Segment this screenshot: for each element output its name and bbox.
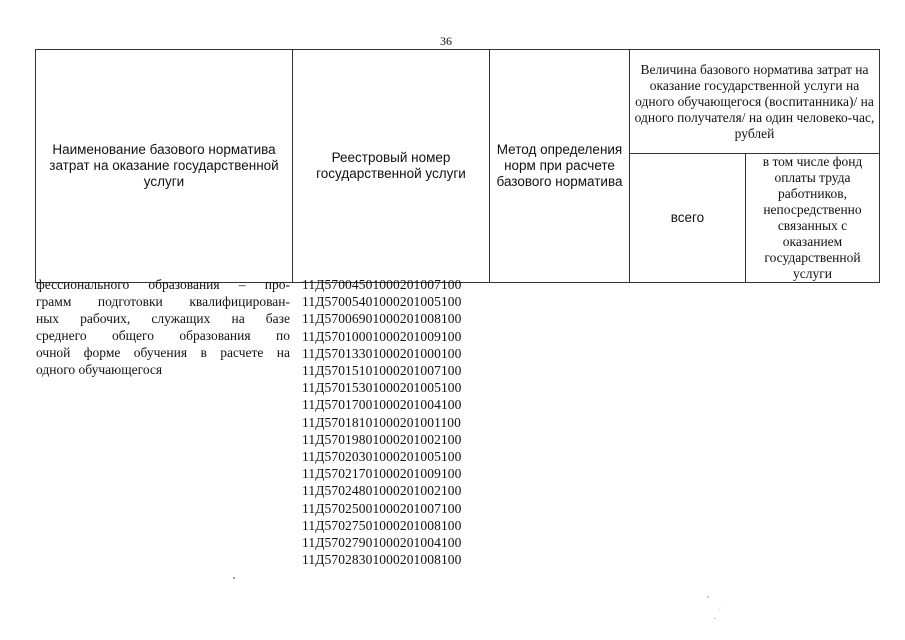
norms-table (35, 49, 880, 283)
registry-code: 11Д57027501000201008100 (302, 517, 462, 533)
registry-code: 11Д57020301000201005100 (302, 449, 462, 465)
header-cell-name: Наименование базового норматива затрат на оказание государственной услуги (36, 50, 293, 283)
registry-code: 11Д57027901000201004100 (302, 535, 462, 551)
registry-code: 11Д57028301000201008100 (302, 552, 462, 568)
service-name-line: среднего общего образования по (36, 328, 290, 343)
registry-code: 11Д57021701000201009100 (302, 466, 462, 482)
service-name-line: грамм подготовки квалифицирован- (36, 294, 290, 309)
registry-code: 11Д57013301000201000100 (302, 345, 462, 361)
registry-code: 11Д57004501000201007100 (302, 277, 462, 292)
registry-code: 11Д57017001000201004100 (302, 397, 462, 413)
registry-code: 11Д57019801000201002100 (302, 431, 462, 447)
registry-code: 11Д57018101000201001100 (302, 414, 462, 430)
page-number: 36 (440, 34, 452, 48)
header-cell-method: Метод определения норм при расчете базового норматива (490, 50, 630, 283)
scan-speck (725, 603, 726, 604)
header-cell-payroll-fund: в том числе фонд оплаты труда работников, непосредственно связанных с оказанием государственной услуги (746, 154, 880, 283)
header-cell-norm-value: Величина базового норматива затрат на оказание государственной услуги на одного обучающегося (воспитанника)/ на одного получателя/ на один человеко-час, рублей (630, 50, 880, 154)
registry-code: 11Д57025001000201007100 (302, 500, 462, 516)
registry-code: 11Д57006901000201008100 (302, 311, 462, 327)
registry-codes-list (302, 276, 462, 568)
registry-code: 11Д57015301000201005100 (302, 380, 462, 396)
registry-code: 11Д57010001000201009100 (302, 328, 462, 344)
scan-speck (233, 577, 235, 579)
header-cell-registry-number: Реестровый номер государственной услуги (293, 50, 490, 283)
scan-speck (714, 618, 716, 619)
service-name-line: одного обучающегося (36, 362, 163, 377)
service-name-line: ных рабочих, служащих на базе (36, 311, 290, 326)
service-name-line: фессионального образования – про- (36, 277, 290, 292)
scan-speck (707, 596, 709, 598)
registry-code: 11Д57015101000201007100 (302, 363, 462, 379)
service-name-line: очной форме обучения в расчете на (36, 345, 290, 360)
service-name-text (36, 276, 290, 378)
scan-speck (719, 609, 720, 610)
registry-code: 11Д57005401000201005100 (302, 294, 462, 310)
header-cell-total: всего (630, 154, 746, 283)
registry-code: 11Д57024801000201002100 (302, 483, 462, 499)
